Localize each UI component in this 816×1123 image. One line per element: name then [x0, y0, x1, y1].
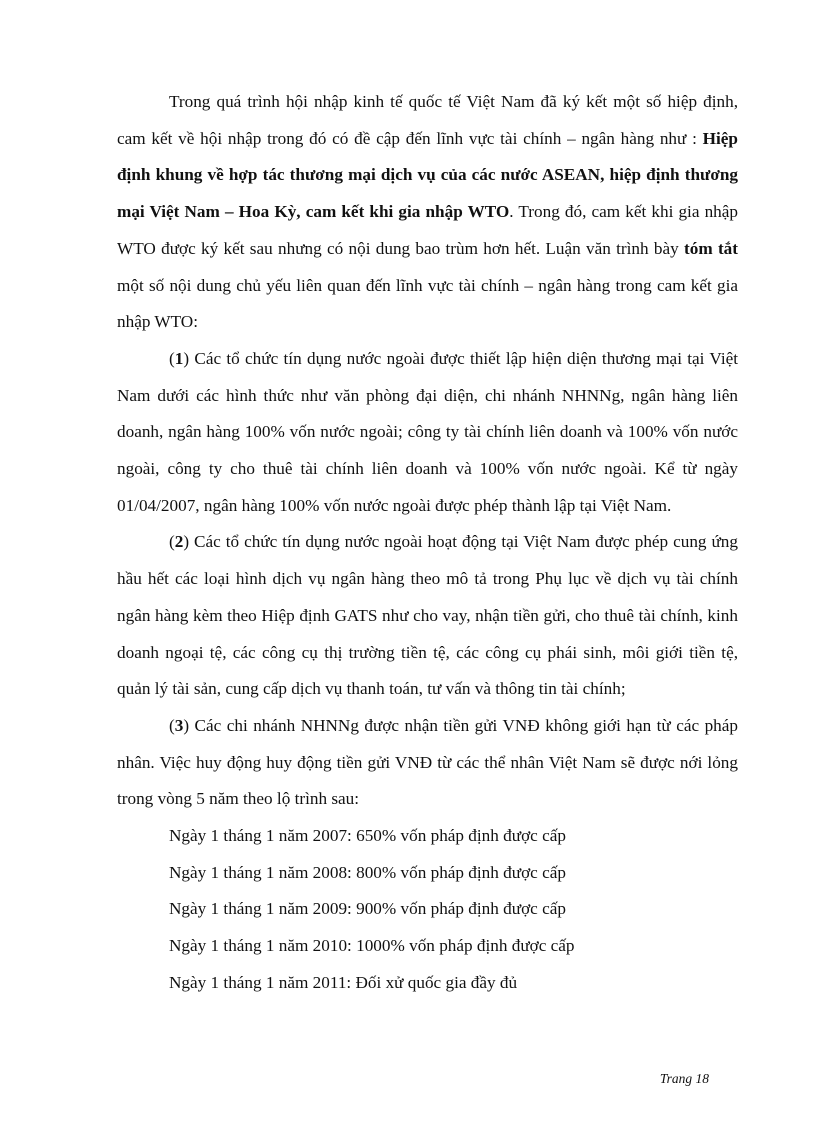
intro-text-2: . Trong đó, cam kết khi gia nhập WTO được ký kết sau nhưng có nội dung bao trùm hơn hết. Luận văn trình bày [117, 202, 738, 258]
item-1-number: 1 [174, 348, 184, 368]
intro-text-3: một số nội dung chủ yếu liên quan đến lĩnh vực tài chính – ngân hàng trong cam kết gia nhập WTO: [117, 275, 738, 332]
item-2-paragraph: (2) Các tổ chức tín dụng nước ngoài hoạt động tại Việt Nam được phép cung ứng hầu hết các loại hình dịch vụ ngân hàng theo mô tả trong Phụ lục về dịch vụ tài chính ngân hàng kèm theo Hiệp định GATS như cho vay, nhận tiền gửi, cho thuê tài chính, kinh doanh ngoại tệ, các công cụ thị trường tiền tệ, các công cụ phái sinh, môi giới tiền tệ, quản lý tài sản, cung cấp dịch vụ thanh toán, tư vấn và thông tin tài chính; [117, 532, 738, 699]
schedule-item: Ngày 1 tháng 1 năm 2008: 800% vốn pháp định được cấp [169, 862, 566, 882]
item-3-number: 3 [174, 715, 184, 735]
intro-bold-agreements: Hiệp định khung về hợp tác thương mại dịch vụ của các nước ASEAN, hiệp định thương mại Việt Nam – Hoa Kỳ, cam kết khi gia nhập WTO [117, 128, 738, 222]
page-number: Trang 18 [659, 1071, 709, 1086]
item-3-paragraph: (3) Các chi nhánh NHNNg được nhận tiền gửi VNĐ không giới hạn từ các pháp nhân. Việc huy động huy động tiền gửi VNĐ từ các thể nhân Việt Nam sẽ được nới lỏng trong vòng 5 năm theo lộ trình sau: [117, 715, 738, 809]
item-1-text: Các tổ chức tín dụng nước ngoài được thiết lập hiện diện thương mại tại Việt Nam dưới các hình thức như văn phòng đại diện, chi nhánh NHNNg, ngân hàng liên doanh, ngân hàng 100% vốn nước ngoài; công ty tài chính liên doanh và 100% vốn nước ngoài, công ty cho thuê tài chính liên doanh và 100% vốn nước ngoài. Kể từ ngày 01/04/2007, ngân hàng 100% vốn nước ngoài được phép thành lập tại Việt Nam. [117, 348, 738, 515]
item-2-number: 2 [174, 532, 184, 552]
intro-paragraph [117, 84, 738, 341]
schedule-item: Ngày 1 tháng 1 năm 2010: 1000% vốn pháp định được cấp [169, 936, 575, 956]
intro-text-1: Trong quá trình hội nhập kinh tế quốc tế Việt Nam đã ký kết một số hiệp định, cam kết về hội nhập trong đó có đề cập đến lĩnh vực tài chính – ngân hàng như : [117, 92, 738, 148]
intro-bold-summary: tóm tắt [684, 238, 738, 258]
item-3-text: Các chi nhánh NHNNg được nhận tiền gửi VNĐ không giới hạn từ các pháp nhân. Việc huy động huy động tiền gửi VNĐ từ các thể nhân Việt Nam sẽ được nới lỏng trong vòng 5 năm theo lộ trình sau: [117, 715, 738, 809]
body-text [117, 84, 738, 1002]
item-2-text: Các tổ chức tín dụng nước ngoài hoạt động tại Việt Nam được phép cung ứng hầu hết các loại hình dịch vụ ngân hàng theo mô tả trong Phụ lục về dịch vụ tài chính ngân hàng kèm theo Hiệp định GATS như cho vay, nhận tiền gửi, cho thuê tài chính, kinh doanh ngoại tệ, các công cụ thị trường tiền tệ, các công cụ phái sinh, môi giới tiền tệ, quản lý tài sản, cung cấp dịch vụ thanh toán, tư vấn và thông tin tài chính; [117, 532, 738, 699]
schedule-item: Ngày 1 tháng 1 năm 2011: Đối xử quốc gia đầy đủ [169, 972, 518, 992]
schedule-item: Ngày 1 tháng 1 năm 2007: 650% vốn pháp định được cấp [169, 826, 566, 846]
item-1-paragraph: (1) Các tổ chức tín dụng nước ngoài được thiết lập hiện diện thương mại tại Việt Nam dưới các hình thức như văn phòng đại diện, chi nhánh NHNNg, ngân hàng liên doanh, ngân hàng 100% vốn nước ngoài; công ty tài chính liên doanh và 100% vốn nước ngoài, công ty cho thuê tài chính liên doanh và 100% vốn nước ngoài. Kể từ ngày 01/04/2007, ngân hàng 100% vốn nước ngoài được phép thành lập tại Việt Nam. [117, 348, 738, 515]
schedule-item: Ngày 1 tháng 1 năm 2009: 900% vốn pháp định được cấp [169, 899, 566, 919]
